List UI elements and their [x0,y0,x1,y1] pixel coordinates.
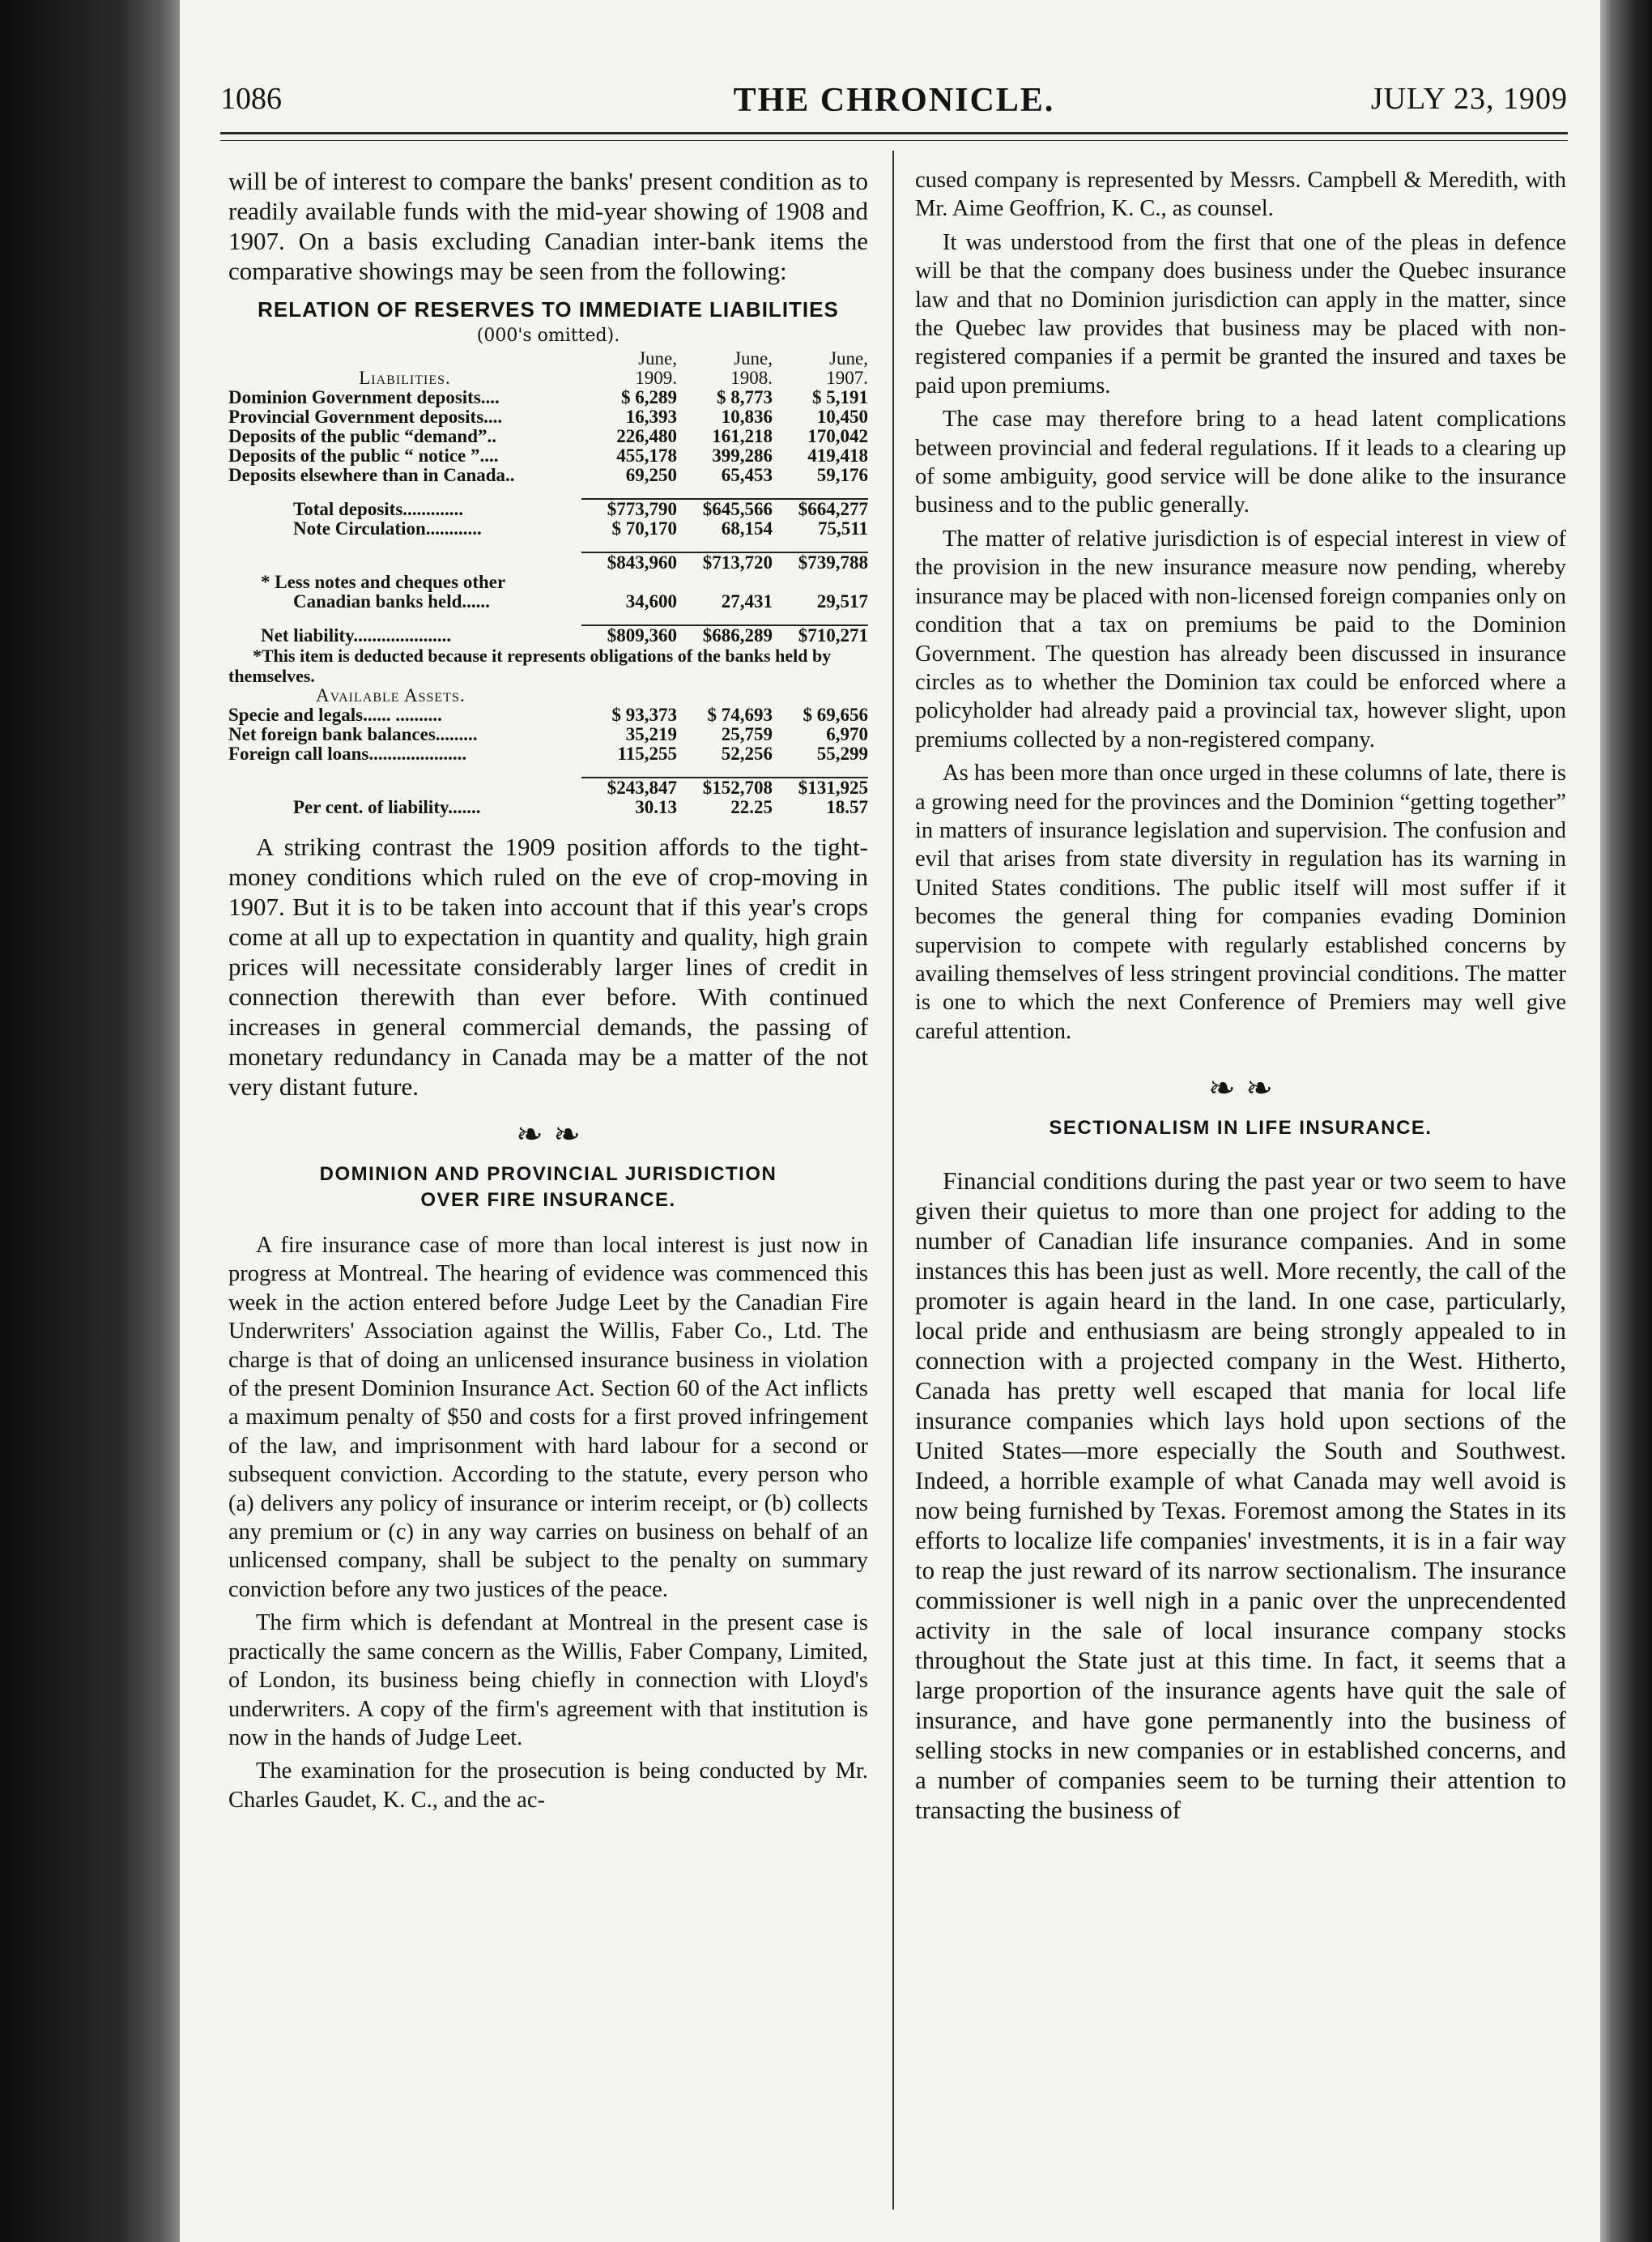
body-paragraph: As has been more than once urged in these columns of late, there is a growing need for the provinces and the Dominion “getting together” in matters of insurance legislation and supervision. The confusion and evil that arises from state diversity in regulation has its warning in United States conditions. The public itself will most suffer if it becomes the general thing for companies evading Dominion supervision to compete with regularly established concerns by availing themselves of less stringent provincial conditions. The matter is one to which the next Conference of Premiers may well give careful attention. [915,761,1566,1044]
publication-title: THE CHRONICLE. [733,82,1055,119]
row-label: Total deposits............. [293,498,464,519]
cell: 161,218 [712,426,773,446]
assets-section-row [228,686,868,705]
cell: 419,418 [807,445,868,466]
intro-paragraph: will be of interest to compare the banks' present condition as to readily available funds with the mid-year showing of 1908 and 1907. On a basis excluding Canadian inter-bank items the comparative showings may be seen from the following: [228,167,868,285]
cell: 170,042 [807,426,868,446]
cell: 226,480 [616,426,677,446]
table-row [228,705,868,725]
cell: $ 8,773 [717,387,773,407]
less-notes-row [228,573,868,592]
liabilities-label: Liabilities. [359,368,451,388]
cell: 30.13 [635,797,677,817]
cell: $645,566 [677,499,773,519]
table-row [228,388,868,407]
table-subtitle: (000's omitted). [476,326,620,346]
cell: 10,450 [816,407,868,427]
col-head: June, [734,348,773,369]
table-row [228,725,868,744]
cell: $ 74,693 [707,705,773,725]
total-deposits-row [228,499,868,519]
table-row [228,744,868,764]
reserves-table [228,349,868,646]
assets-label: Available Assets. [316,685,466,705]
col-head: June, [829,348,868,369]
section-heading-line: DOMINION AND PROVINCIAL JURISDICTION [319,1163,777,1185]
assets-table [228,686,868,817]
row-label: Foreign call loans..................... [228,744,467,764]
section-heading: SECTIONALISM IN LIFE INSURANCE. [1049,1117,1433,1140]
col-head: June, [638,348,677,369]
cell: 16,393 [625,407,677,427]
cell: 75,511 [818,518,868,539]
cell: $243,847 [581,778,677,798]
scan-outer-edge [1594,0,1652,2242]
cell: 55,299 [816,744,868,764]
cell: 27,431 [721,591,773,612]
header-rule-thin [220,140,1568,141]
row-label: Specie and legals...... .......... [228,705,442,725]
per-cent-row [228,798,868,817]
cell: 22.25 [730,797,773,817]
cell: $773,790 [581,499,677,519]
table-row [228,407,868,427]
page-header [220,81,1568,130]
table-row [228,427,868,446]
cell: $ 93,373 [611,705,677,725]
cell: 59,176 [816,465,868,485]
body-paragraph: The case may therefore bring to a head latent complications between provincial and federal regulations. If it leads to a clearing up of some ambiguity, good service will be done alike to the insurance business and to the public generally. [915,407,1566,518]
body-paragraph: The firm which is defendant at Montreal in the present case is practically the same concern as the Willis, Faber Company, Limited, of London, its business being chiefly in connection with Lloyd's underwriters. A copy of the firm's agreement with that institution is now in the hands of Judge Leet. [228,1610,868,1750]
table-header-row [228,349,868,369]
page-number: 1086 [220,82,282,116]
body-paragraph: It was understood from the first that one of the pleas in defence will be that the company does business under the Quebec insurance law and that no Dominion jurisdiction can apply in the matter, since the Quebec law provides that business may be placed with non-registered companies if a permit be granted the insured and taxes be paid upon premiums. [915,229,1566,399]
subtotal-row [228,552,868,573]
section-heading [228,1161,868,1213]
issue-date: JULY 23, 1909 [1370,82,1568,116]
cell: $131,925 [773,778,868,798]
less-notes-row [228,592,868,612]
section-ornament: ❧ ❧ [1208,1070,1273,1108]
right-column [915,166,1566,1830]
cell: 18.57 [826,797,868,817]
body-paragraph: Financial conditions during the past year or two seem to have given their quietus to more than one project for adding to the number of Canadian life insurance companies. And in some instances this has been just as well. More recently, the call of the promoter is again heard in the land. In one case, particularly, local pride and enthusiasm are being strongly appealed to in connection with a projected company in the West. Hitherto, Canada has pretty well escaped that mania for local life insurance companies which lays hold upon sections of the United States—more especially the South and Southwest. Indeed, a horrible example of what Canada may well avoid is now being furnished by Texas. Foremost among the States in its efforts to localize life companies' investments, it is in a fair way to reap the just reward of its narrow sectionalism. The insurance commissioner is well nigh in a panic over the unprecendented activity in the sale of local insurance company stocks throughout the State just at this time. In fact, it seems that a large proportion of the insurance agents have quit the sale of insurance, and have gone permanently into the business of selling stocks in new companies or in established concerns, and a number of companies seem to be turning their attention to transacting the business of [915,1166,1566,1825]
cell: 455,178 [616,445,677,466]
cell: $713,720 [677,552,773,573]
cell: $739,788 [773,552,868,573]
cell: $ 70,170 [611,518,677,539]
cell: 69,250 [625,465,677,485]
cell: $ 69,656 [803,705,868,725]
cell: $ 5,191 [812,387,868,407]
section-ornament: ❧ ❧ [516,1116,581,1153]
row-label: Canadian banks held...... [293,591,490,612]
col-year: 1908. [730,368,773,388]
cell: 34,600 [625,591,677,612]
row-label: Deposits elsewhere than in Canada.. [228,465,515,485]
cell: 52,256 [721,744,773,764]
cell: $843,960 [581,552,677,573]
header-rule [220,132,1568,134]
body-paragraph: The examination for the prosecution is being conducted by Mr. Charles Gaudet, K. C., and the ac- [228,1758,868,1813]
table-row [228,446,868,466]
row-label: Dominion Government deposits.... [228,387,500,407]
left-column [228,166,868,1819]
col-year: 1909. [635,368,677,388]
cell: $809,360 [581,625,677,646]
section-heading-line: OVER FIRE INSURANCE. [420,1189,676,1211]
cell: 25,759 [721,724,773,744]
row-label: Deposits of the public “demand”.. [228,426,496,446]
newspaper-page [180,0,1600,2242]
row-label: Note Circulation............ [293,518,482,539]
table-row [228,466,868,485]
table-footnote: *This item is deducted because it represents obligations of the banks held by themselves. [228,646,832,686]
cell: 68,154 [721,518,773,539]
col-year: 1907. [826,368,868,388]
assets-total-row [228,778,868,798]
row-label: * Less notes and cheques other [261,572,506,592]
cell: 6,970 [826,724,868,744]
body-paragraph: The matter of relative jurisdiction is of especial interest in view of the provision in the new insurance measure now pending, whereby insurance may be placed with non-licensed foreign companies only on condition that a tax on premiums be paid to the Dominion Government. The question has already been discussed in insurance circles as to whether the Dominion tax could be enforced where a policyholder had already paid a provincial tax, however slight, upon premiums collected by a non-registered company. [915,526,1566,752]
cell: 399,286 [712,445,773,466]
cell: $ 6,289 [621,387,677,407]
body-paragraph: A fire insurance case of more than local interest is just now in progress at Montreal. The hearing of evidence was commenced this week in the action entered before Judge Leet by the Canadian Fire Underwriters' Association against the Willis, Faber Co., Ltd. The charge is that of doing an unlicensed insurance business in violation of the present Dominion Insurance Act. Section 60 of the Act inflicts a maximum penalty of $50 and costs for a first proved infringement of the law, and imprisonment with hard labour for a second or subsequent conviction. According to the statute, every person who (a) delivers any policy of insurance or interim receipt, or (b) collects any premium or (c) in any way carries on business on behalf of an unlicensed company, shall be subject to the penalty on summary conviction before any two justices of the peace. [228,1233,868,1602]
cell: $152,708 [677,778,773,798]
cell: 65,453 [721,465,773,485]
cell: 115,255 [617,744,677,764]
row-label: Net foreign bank balances......... [228,724,478,744]
striking-paragraph: A striking contrast the 1909 position affords to the tight-money conditions which ruled on the eve of crop-moving in 1907. But it is to be taken into account that if this year's crops come at all up to expectation in quantity and quality, high grain prices will necessitate considerably larger lines of credit in connection therewith than ever before. With continued increases in general commercial demands, the passing of monetary redundancy in Canada may be a matter of the not very distant future. [228,833,868,1101]
cell: $664,277 [773,499,868,519]
cell: 10,836 [721,407,773,427]
scan-binding-edge [0,0,185,2242]
row-label: Net liability..................... [261,624,452,646]
row-label: Deposits of the public “ notice ”.... [228,445,499,466]
row-label: Per cent. of liability....... [293,797,481,817]
cell: $686,289 [677,625,773,646]
table-header-row [228,369,868,388]
body-paragraph: cused company is represented by Messrs. Campbell & Meredith, with Mr. Aime Geoffrion, K. C., as counsel. [915,168,1566,222]
row-label: Provincial Government deposits.... [228,407,503,427]
note-circulation-row [228,519,868,539]
column-divider [892,151,894,2210]
cell: 29,517 [816,591,868,612]
cell: $710,271 [773,625,868,646]
cell: 35,219 [625,724,677,744]
table-title: RELATION OF RESERVES TO IMMEDIATE LIABILITIES [258,297,839,322]
net-liability-row [228,625,868,646]
